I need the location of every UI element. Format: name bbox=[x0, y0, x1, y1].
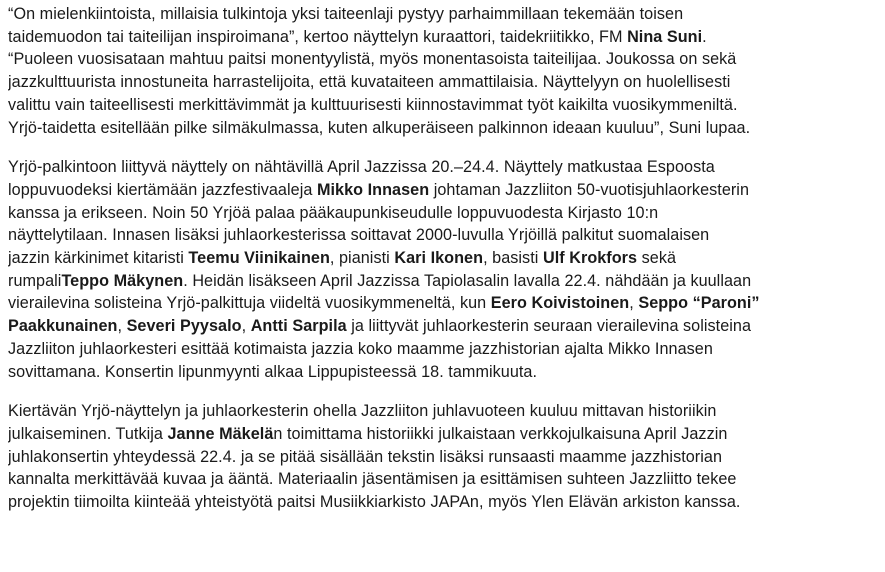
text-run: , basisti bbox=[483, 249, 543, 268]
text-line bbox=[8, 156, 885, 179]
paragraph bbox=[8, 400, 885, 514]
text-line bbox=[8, 224, 885, 247]
text-line bbox=[8, 468, 885, 491]
text-run: jazzin kärkinimet kitaristi bbox=[8, 249, 189, 268]
person-name: Teppo Mäkynen bbox=[61, 271, 184, 290]
text-run: johtaman Jazzliiton 50-vuotisjuhlaorkesterin bbox=[429, 180, 750, 199]
text-run: , bbox=[117, 317, 127, 336]
article-body bbox=[8, 3, 885, 531]
text-run: juhlakonsertin yhteydessä 22.4. ja se pitää sisällään tekstin lisäksi runsaasti maamme jazzhistorian bbox=[8, 447, 723, 466]
text-run: projektin tiimoilta kiinteää yhteistyötä paitsi Musiikkiarkisto JAPAn, myös Ylen Elävän arkiston kanssa. bbox=[8, 493, 741, 512]
person-name: Teemu Viinikainen bbox=[188, 249, 330, 268]
text-run: . bbox=[702, 27, 707, 46]
text-line bbox=[8, 270, 885, 293]
text-line bbox=[8, 400, 885, 423]
text-line bbox=[8, 202, 885, 225]
text-run: taidemuodon tai taiteilijan inspiroimana”, kertoo näyttelyn kuraattori, taidekriitikko, FM bbox=[8, 27, 628, 46]
person-name: Kari Ikonen bbox=[394, 249, 484, 268]
text-line bbox=[8, 71, 885, 94]
text-run: jazzkulttuurista innostuneita harrastelijoita, että kuvataiteen ammattilaisia. Näyttelyyn on huolellisesti bbox=[8, 73, 731, 92]
text-run: kanssa ja erikseen. Noin 50 Yrjöä palaa pääkaupunkiseudulle loppuvuodesta Kirjasto 10:n bbox=[8, 203, 659, 222]
person-name: Ulf Krokfors bbox=[542, 249, 638, 268]
text-run: Yrjö-taidetta esitellään pilke silmäkulmassa, kuten alkuperäiseen palkinnon ideaan kuuluu”, Suni lupaa. bbox=[8, 118, 751, 137]
text-run: n toimittama historiikki julkaistaan verkkojulkaisuna April Jazzin bbox=[273, 424, 728, 443]
text-run: , pianisti bbox=[329, 249, 395, 268]
text-line bbox=[8, 48, 885, 71]
person-name: Eero Koivistoinen bbox=[490, 294, 630, 313]
text-run: sekä bbox=[637, 249, 677, 268]
person-name: Seppo “Paroni” bbox=[638, 294, 760, 313]
text-line bbox=[8, 3, 885, 26]
text-line bbox=[8, 292, 885, 315]
text-run: ja liittyvät juhlaorkesterin seuraan vierailevina solisteina bbox=[346, 317, 752, 336]
text-run: “On mielenkiintoista, millaisia tulkintoja yksi taiteenlaji pystyy parhaimmillaan tekemään toisen bbox=[8, 5, 684, 23]
paragraph bbox=[8, 3, 885, 139]
text-run: , bbox=[241, 317, 251, 336]
text-run: “Puoleen vuosisataan mahtuu paitsi monentyylistä, myös monentasoista taiteilijaa. Joukossa on sekä bbox=[8, 50, 737, 69]
text-run: . Heidän lisäkseen April Jazzissa Tapiolasalin lavalla 22.4. nähdään ja kuullaan bbox=[183, 271, 752, 290]
text-line bbox=[8, 315, 885, 338]
text-line bbox=[8, 247, 885, 270]
text-run: kannalta merkittävää kuvaa ja ääntä. Materiaalin jäsentämisen ja esittämisen suhteen Jazzliitto tekee bbox=[8, 470, 737, 489]
person-name: Paakkunainen bbox=[8, 317, 118, 336]
person-name: Nina Suni bbox=[627, 27, 703, 46]
person-name: Janne Mäkelä bbox=[167, 424, 274, 443]
text-run: näyttelytilaan. Innasen lisäksi juhlaorkesterissa soittavat 2000-luvulla Yrjöillä palkitut suomalaisen bbox=[8, 226, 710, 245]
text-line bbox=[8, 338, 885, 361]
text-run: sovittamana. Konsertin lipunmyynti alkaa Lippupisteessä 18. tammikuuta. bbox=[8, 362, 538, 381]
text-run: vierailevina solisteina Yrjö-palkittuja viideltä vuosikymmeneltä, kun bbox=[8, 294, 491, 313]
person-name: Severi Pyysalo bbox=[126, 317, 242, 336]
text-run: , bbox=[629, 294, 639, 313]
text-line bbox=[8, 26, 885, 49]
text-run: Jazzliiton juhlaorkesteri esittää kotimaista jazzia koko maamme jazzhistorian ajalta Mikko Innasen bbox=[8, 339, 713, 358]
text-line bbox=[8, 423, 885, 446]
text-line bbox=[8, 491, 885, 514]
text-run: Kiertävän Yrjö-näyttelyn ja juhlaorkesterin ohella Jazzliiton juhlavuoteen kuuluu mittavan historiikin bbox=[8, 402, 717, 421]
text-line bbox=[8, 179, 885, 202]
text-run: valittu vain taiteellisesti merkittävimmät ja kulttuurisesti kiinnostavimmat työt kaikilta vuosikymmeniltä. bbox=[8, 95, 738, 114]
text-line bbox=[8, 361, 885, 384]
text-run: julkaiseminen. Tutkija bbox=[8, 424, 168, 443]
text-line bbox=[8, 94, 885, 117]
person-name: Antti Sarpila bbox=[250, 317, 347, 336]
text-run: loppuvuodeksi kiertämään jazzfestivaaleja bbox=[8, 180, 317, 199]
text-line bbox=[8, 446, 885, 469]
text-run: rumpali bbox=[8, 271, 62, 290]
person-name: Mikko Innasen bbox=[316, 180, 430, 199]
text-line bbox=[8, 117, 885, 140]
paragraph bbox=[8, 156, 885, 383]
text-run: Yrjö-palkintoon liittyvä näyttely on nähtävillä April Jazzissa 20.–24.4. Näyttely matkustaa Espoosta bbox=[8, 158, 715, 177]
